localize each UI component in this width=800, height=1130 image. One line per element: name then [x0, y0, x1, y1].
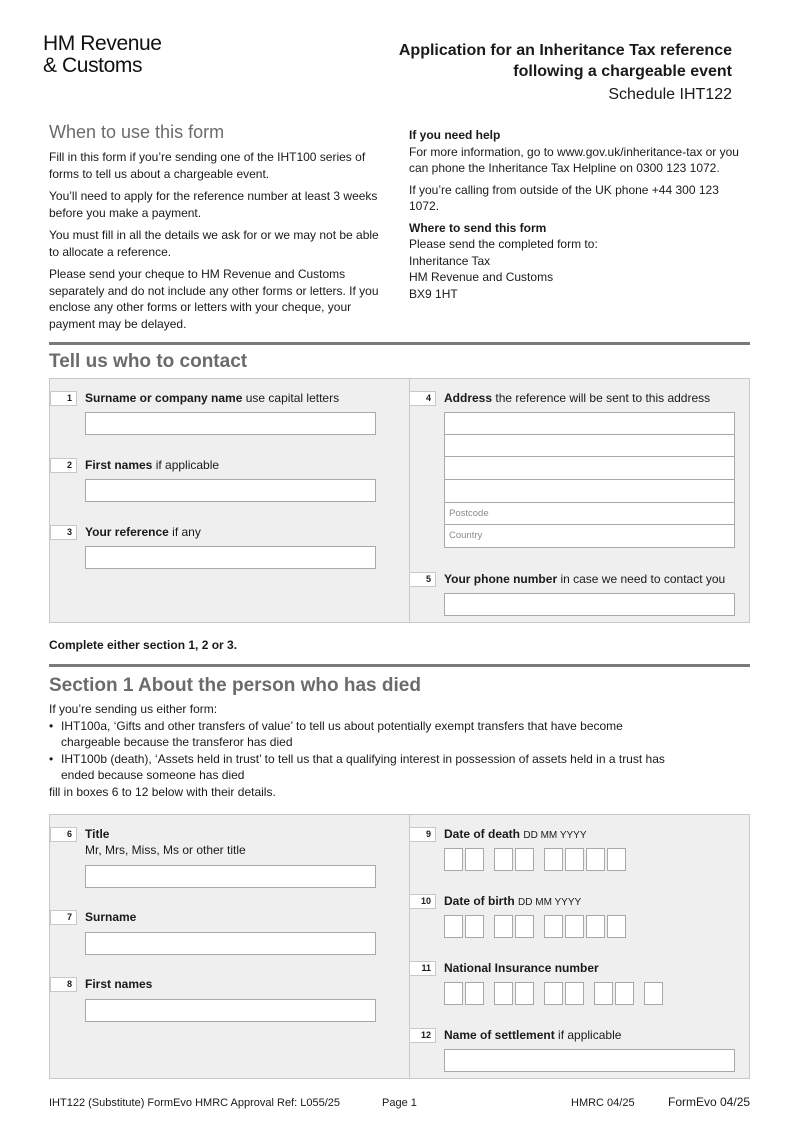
when-to-use — [49, 122, 379, 338]
q3-label-rest: if any — [168, 525, 201, 539]
q11-label-bold: National Insurance number — [444, 961, 599, 975]
q12-number: 12 — [409, 1028, 436, 1043]
q9-number: 9 — [409, 827, 436, 842]
q1-label — [85, 391, 339, 406]
send-line2: Inheritance Tax — [409, 253, 491, 268]
q4-label-rest: the reference will be sent to this address — [492, 391, 711, 405]
digit-box[interactable] — [565, 848, 584, 871]
char-box[interactable] — [465, 982, 484, 1005]
q5-label-rest: in case we need to contact you — [557, 572, 726, 586]
section1-heading: Section 1 About the person who has died — [49, 675, 421, 696]
settlement-name-field[interactable] — [444, 1049, 735, 1072]
q2-number: 2 — [50, 458, 77, 473]
digit-box[interactable] — [607, 848, 626, 871]
help-info — [409, 127, 739, 302]
surname-or-company-field[interactable] — [85, 412, 376, 435]
section-rule — [49, 664, 750, 667]
q9-label — [444, 827, 587, 843]
q6-label-bold: Title — [85, 827, 110, 841]
deceased-panel — [49, 814, 750, 1079]
digit-box[interactable] — [565, 915, 584, 938]
section1-form-list — [49, 718, 669, 784]
char-box[interactable] — [494, 982, 513, 1005]
intro-para-2: You’ll need to apply for the reference number at least 3 weeks before you make a payment. — [49, 189, 378, 220]
q12-label — [444, 1028, 621, 1043]
form-title — [399, 40, 732, 105]
deceased-first-names-field[interactable] — [85, 999, 376, 1022]
digit-box[interactable] — [586, 915, 605, 938]
country-field[interactable]: Country — [444, 525, 735, 548]
q5-label — [444, 572, 725, 587]
title-line2: following a chargeable event — [513, 63, 732, 80]
q4-label-bold: Address — [444, 391, 493, 405]
section-rule — [49, 342, 750, 345]
logo-line2: & Customs — [43, 54, 143, 77]
help-text: For more information, go to www.gov.uk/inheritance-tax or you can phone the Inheritance Tax Helpline on 0300 123 1072. — [409, 144, 739, 175]
contact-first-names-field[interactable] — [85, 479, 376, 502]
digit-box[interactable] — [494, 848, 513, 871]
digit-box[interactable] — [494, 915, 513, 938]
digit-box[interactable] — [544, 848, 563, 871]
q2-label-bold: First names — [85, 458, 153, 472]
q10-number: 10 — [409, 894, 436, 909]
q10-label-bold: Date of birth — [444, 894, 515, 908]
footer-formevo-version: FormEvo 04/25 — [668, 1095, 751, 1109]
phone-number-field[interactable] — [444, 593, 735, 616]
section1-outro-line: fill in boxes 6 to 12 below with their details. — [49, 784, 276, 799]
q6-label — [85, 827, 109, 842]
when-to-use-heading: When to use this form — [49, 122, 225, 142]
q9-format-hint: DD MM YYYY — [523, 830, 587, 841]
char-box[interactable] — [565, 982, 584, 1005]
q10-label — [444, 894, 581, 910]
deceased-surname-field[interactable] — [85, 932, 376, 955]
q8-number: 8 — [50, 977, 77, 992]
char-box[interactable] — [444, 982, 463, 1005]
digit-box[interactable] — [444, 915, 463, 938]
date-of-death-field — [444, 848, 628, 871]
q6-number: 6 — [50, 827, 77, 842]
address-line-2[interactable] — [444, 435, 735, 458]
complete-note: Complete either section 1, 2 or 3. — [49, 638, 238, 652]
q7-label — [85, 910, 136, 925]
digit-box[interactable] — [515, 915, 534, 938]
intro-para-3: You must fill in all the details we ask for or we may not be able to allocate a reference. — [49, 228, 379, 259]
q3-label-bold: Your reference — [85, 525, 169, 539]
intro-para-4: Please send your cheque to HM Revenue and Customs separately and do not include any other forms or letters. If you enclose any other forms or letters with your cheque, your payment may be delayed. — [49, 267, 379, 331]
q2-label-rest: if applicable — [152, 458, 220, 472]
abroad-text: If you’re calling from outside of the UK phone +44 300 123 1072. — [409, 182, 719, 213]
date-of-birth-field — [444, 915, 628, 938]
intro-para-1: Fill in this form if you’re sending one of the IHT100 series of forms to tell us about a chargeable event. — [49, 150, 366, 181]
footer-approval-ref: IHT122 (Substitute) FormEvo HMRC Approval Ref: L055/25 — [49, 1097, 341, 1109]
contact-panel — [49, 378, 750, 623]
list-item: • IHT100b (death), ‘Assets held in trust’ to tell us that a qualifying interest in possession of assets held in a trust has ended because someone has died — [49, 751, 669, 784]
char-box[interactable] — [594, 982, 613, 1005]
address-line-3[interactable] — [444, 457, 735, 480]
q1-number: 1 — [50, 391, 77, 406]
q3-number: 3 — [50, 525, 77, 540]
q3-label — [85, 525, 201, 540]
q1-label-bold: Surname or company name — [85, 391, 243, 405]
title-line1: Application for an Inheritance Tax reference — [398, 42, 732, 59]
address-field-group — [444, 412, 735, 548]
char-box[interactable] — [515, 982, 534, 1005]
q6-sublabel: Mr, Mrs, Miss, Ms or other title — [85, 843, 246, 857]
digit-box[interactable] — [515, 848, 534, 871]
send-line3: HM Revenue and Customs — [409, 270, 554, 284]
digit-box[interactable] — [465, 915, 484, 938]
your-reference-field[interactable] — [85, 546, 376, 569]
section1-intro — [49, 701, 669, 800]
q8-label — [85, 977, 152, 992]
send-line4: BX9 1HT — [409, 286, 458, 301]
postcode-field[interactable]: Postcode — [444, 503, 735, 526]
send-line1: Please send the completed form to: — [409, 237, 598, 251]
section1-intro-line: If you’re sending us either form: — [49, 702, 218, 716]
title-field[interactable] — [85, 865, 376, 888]
send-heading: Where to send this form — [409, 220, 547, 235]
ni-number-field — [444, 982, 665, 1005]
q5-label-bold: Your phone number — [444, 572, 558, 586]
schedule-label: Schedule IHT122 — [608, 86, 732, 103]
q11-number: 11 — [409, 961, 436, 976]
char-box[interactable] — [544, 982, 563, 1005]
footer-page-number: Page 1 — [382, 1097, 417, 1109]
contact-heading: Tell us who to contact — [49, 351, 248, 372]
q2-label — [85, 458, 219, 473]
address-line-1[interactable] — [444, 412, 735, 435]
q12-label-rest: if applicable — [554, 1028, 622, 1042]
address-line-4[interactable] — [444, 480, 735, 503]
q4-number: 4 — [409, 391, 436, 406]
q7-number: 7 — [50, 910, 77, 925]
logo-line1: HM Revenue — [43, 32, 162, 55]
q8-label-bold: First names — [85, 977, 153, 991]
q7-label-bold: Surname — [85, 910, 137, 924]
q11-label — [444, 961, 599, 976]
digit-box[interactable] — [607, 915, 626, 938]
q1-label-rest: use capital letters — [242, 391, 340, 405]
list-item: • IHT100a, ‘Gifts and other transfers of value’ to tell us about potentially exempt transfers that have become chargeable because the transferor has died — [49, 718, 669, 751]
q9-label-bold: Date of death — [444, 827, 521, 841]
q12-label-bold: Name of settlement — [444, 1028, 555, 1042]
digit-box[interactable] — [465, 848, 484, 871]
help-heading: If you need help — [409, 128, 501, 142]
char-box[interactable] — [615, 982, 634, 1005]
char-box[interactable] — [644, 982, 663, 1005]
digit-box[interactable] — [544, 915, 563, 938]
digit-box[interactable] — [444, 848, 463, 871]
q10-format-hint: DD MM YYYY — [518, 897, 582, 908]
digit-box[interactable] — [586, 848, 605, 871]
hmrc-logo — [43, 33, 162, 77]
footer-hmrc-version: HMRC 04/25 — [571, 1097, 635, 1109]
q5-number: 5 — [409, 572, 436, 587]
q4-label — [444, 391, 710, 406]
